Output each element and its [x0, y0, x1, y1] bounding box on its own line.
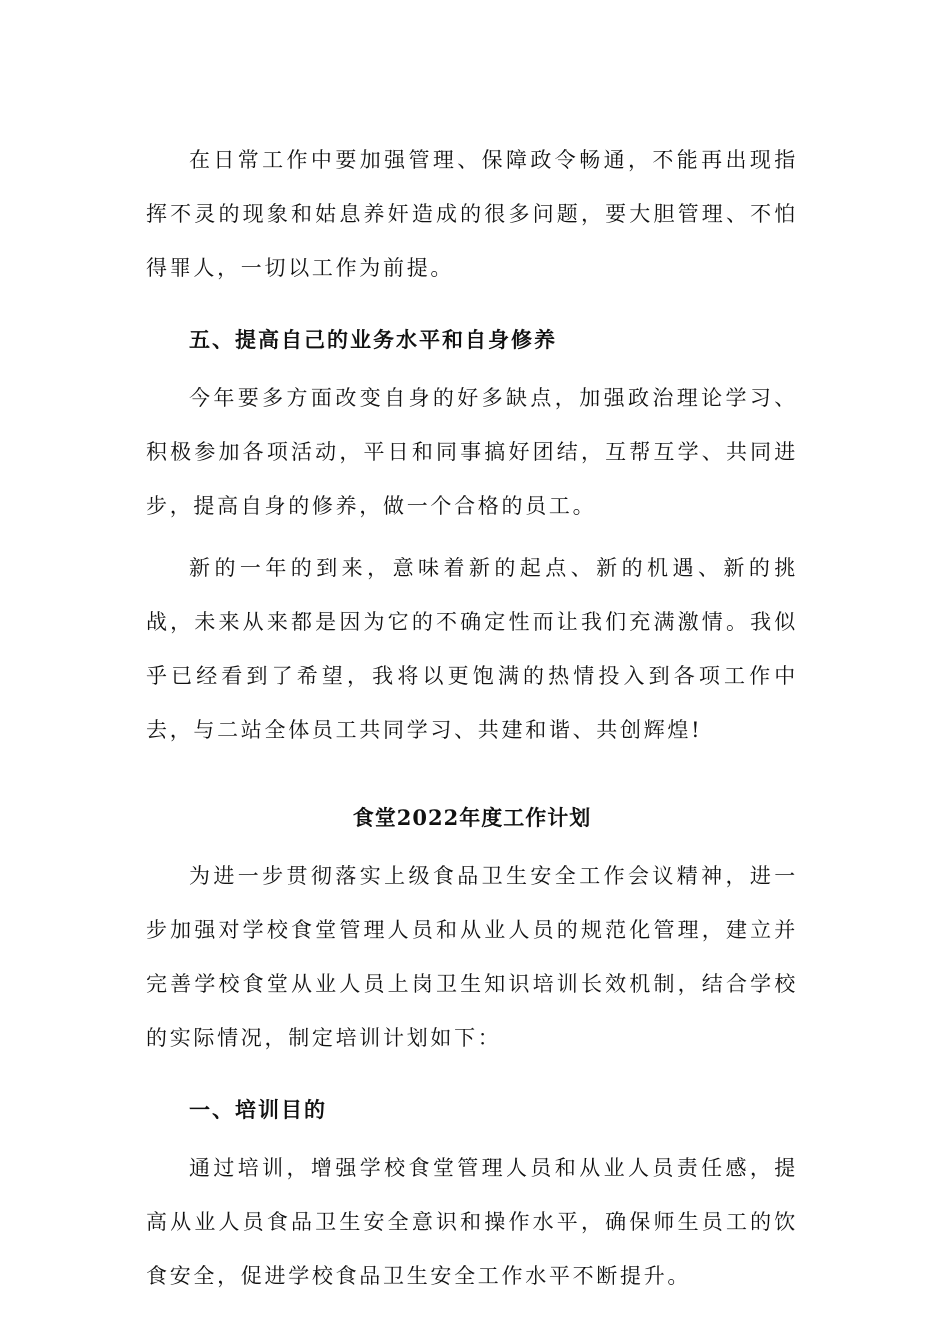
paragraph-purpose: 通过培训，增强学校食堂管理人员和从业人员责任感，提高从业人员食品卫生安全意识和操作水平，确保师生员工的饮食安全，促进学校食品卫生安全工作水平不断提升。 [146, 1156, 798, 1288]
spacer [146, 533, 798, 541]
paragraph-new-year: 新的一年的到来，意味着新的起点、新的机遇、新的挑战，未来从来都是因为它的不确定性而让我们充满激情。我似乎已经看到了希望，我将以更饱满的热情投入到各项工作中去，与二站全体员工共同学习、共建和谐、共创辉煌! [146, 556, 798, 742]
spacer [146, 1065, 798, 1073]
document-page [146, 133, 798, 1303]
paragraph-intro: 为进一步贯彻落实上级食品卫生安全工作会议精神，进一步加强对学校食堂管理人员和从业人员的规范化管理，建立并完善学校食堂从业人员上岗卫生知识培训长效机制，结合学校的实际情况，制定培训计划如下： [146, 864, 798, 1050]
spacer [146, 295, 798, 303]
document-title: 食堂2022年度工作计划 [352, 805, 592, 830]
section-heading-purpose: 一、培训目的 [189, 1097, 327, 1122]
paragraph-management: 在日常工作中要加强管理、保障政令畅通，不能再出现指挥不灵的现象和姑息养奸造成的很多问题，要大胆管理、不怕得罪人，一切以工作为前提。 [146, 148, 798, 280]
section-heading-five: 五、提高自己的业务水平和自身修养 [189, 327, 557, 352]
paragraph-self-improvement: 今年要多方面改变自身的好多缺点，加强政治理论学习、积极参加各项活动，平日和同事搞好团结，互帮互学、共同进步，提高自身的修养，做一个合格的员工。 [146, 386, 798, 518]
